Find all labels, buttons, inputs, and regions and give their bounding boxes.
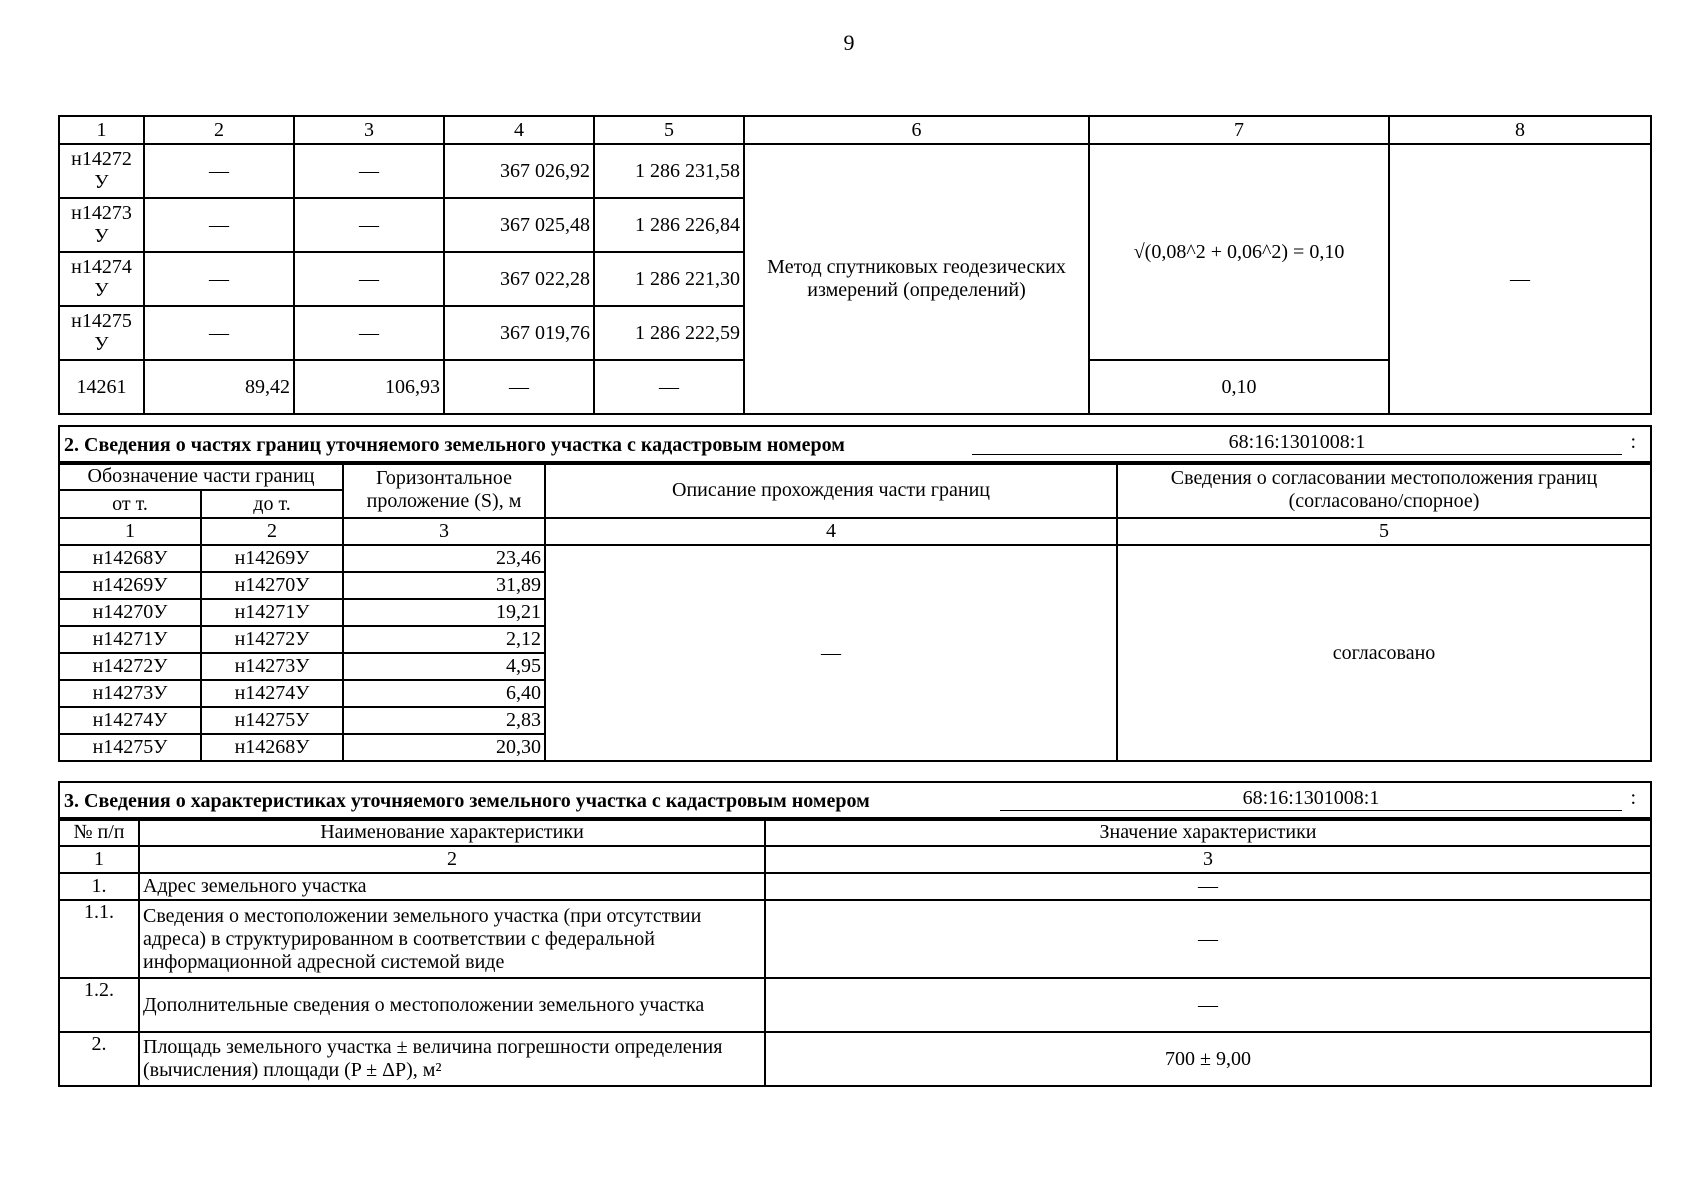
col-number: 1 xyxy=(59,846,139,873)
section3-colon: : xyxy=(1630,787,1636,809)
boundary-parts-table xyxy=(58,425,1652,465)
characteristics-title xyxy=(58,781,1652,821)
cell: — xyxy=(144,306,294,360)
cell: — xyxy=(144,198,294,252)
col-header: 2 xyxy=(144,116,294,144)
length-value: 2,12 xyxy=(343,626,545,653)
row-number: 1.1. xyxy=(59,900,139,978)
section3-title-text: 3. Сведения о характеристиках уточняемого земельного участка с кадастровым номером xyxy=(64,789,870,812)
cell: 367 026,92 xyxy=(444,144,594,198)
cell: — xyxy=(144,252,294,306)
col-number: 2 xyxy=(139,846,765,873)
to-point: н14272У xyxy=(201,626,343,653)
characteristic-name: Дополнительные сведения о местоположении земельного участка xyxy=(139,978,765,1032)
table-row xyxy=(59,900,1651,978)
from-point: н14275У xyxy=(59,734,201,761)
to-point: н14269У xyxy=(201,545,343,572)
from-point: н14271У xyxy=(59,626,201,653)
table-header-row xyxy=(59,818,1651,846)
characteristic-value: — xyxy=(765,900,1651,978)
cell: — xyxy=(144,144,294,198)
cell: 1 286 221,30 xyxy=(594,252,744,306)
col-number-row xyxy=(59,518,1651,545)
table-row xyxy=(59,545,1651,572)
cell: — xyxy=(294,144,444,198)
from-point: н14274У xyxy=(59,707,201,734)
cell: 1 286 231,58 xyxy=(594,144,744,198)
section3-title xyxy=(59,782,1651,820)
cell: — xyxy=(594,360,744,414)
description-value: — xyxy=(545,545,1117,761)
cell: — xyxy=(444,360,594,414)
to-point: н14275У xyxy=(201,707,343,734)
col-number: 5 xyxy=(1117,518,1651,545)
col-header: 8 xyxy=(1389,116,1651,144)
col-number: 1 xyxy=(59,518,201,545)
col-header: 6 xyxy=(744,116,1089,144)
to-point: н14271У xyxy=(201,599,343,626)
row-number: 2. xyxy=(59,1032,139,1086)
length-value: 2,83 xyxy=(343,707,545,734)
from-point: н14268У xyxy=(59,545,201,572)
from-point: н14270У xyxy=(59,599,201,626)
from-point: н14269У xyxy=(59,572,201,599)
to-point: н14274У xyxy=(201,680,343,707)
to-point: н14270У xyxy=(201,572,343,599)
cell: — xyxy=(294,252,444,306)
cell: — xyxy=(294,306,444,360)
value-header: Значение характеристики xyxy=(765,818,1651,846)
section2-cadastral-number: 68:16:1301008:1 xyxy=(972,431,1622,455)
characteristic-name: Адрес земельного участка xyxy=(139,873,765,900)
cell: — xyxy=(294,198,444,252)
length-header: Горизонтальное проложение (S), м xyxy=(343,462,545,518)
cell: 1 286 222,59 xyxy=(594,306,744,360)
col-number-row xyxy=(59,846,1651,873)
col8-cell: — xyxy=(1389,144,1651,414)
length-value: 31,89 xyxy=(343,572,545,599)
cell: 367 022,28 xyxy=(444,252,594,306)
col-header: 1 xyxy=(59,116,144,144)
table-header-row xyxy=(59,462,1651,490)
section2-title xyxy=(59,426,1651,464)
col-number: 4 xyxy=(545,518,1117,545)
coordinates-table xyxy=(58,115,1652,415)
to-point: н14273У xyxy=(201,653,343,680)
length-value: 20,30 xyxy=(343,734,545,761)
agreement-value: согласовано xyxy=(1117,545,1651,761)
cell: 89,42 xyxy=(144,360,294,414)
agreement-header: Сведения о согласовании местоположения границ (согласовано/спорное) xyxy=(1117,462,1651,518)
col-header: 5 xyxy=(594,116,744,144)
characteristic-name: Площадь земельного участка ± величина погрешности определения (вычисления) площади (P ± ΔP), м² xyxy=(139,1032,765,1086)
to-header: до т. xyxy=(201,490,343,518)
characteristic-name: Сведения о местоположении земельного участка (при отсутствии адреса) в структурированном в соответствии с федеральной информационной адресной системой виде xyxy=(139,900,765,978)
part-designation-header: Обозначение части границ xyxy=(59,462,343,490)
cell: 1 286 226,84 xyxy=(594,198,744,252)
cell: 367 025,48 xyxy=(444,198,594,252)
point-id: н14275 У xyxy=(59,306,144,360)
description-header: Описание прохождения части границ xyxy=(545,462,1117,518)
table-row xyxy=(59,873,1651,900)
col-number: 2 xyxy=(201,518,343,545)
section-title-row xyxy=(59,426,1651,464)
boundary-parts-body xyxy=(58,461,1652,762)
section-title-row xyxy=(59,782,1651,820)
table-row xyxy=(59,144,1651,198)
col-number: 3 xyxy=(343,518,545,545)
section2-title-text: 2. Сведения о частях границ уточняемого земельного участка с кадастровым номером xyxy=(64,433,845,456)
point-id: н14273 У xyxy=(59,198,144,252)
section3-cadastral-number: 68:16:1301008:1 xyxy=(1000,787,1622,811)
from-header: от т. xyxy=(59,490,201,518)
point-id: 14261 xyxy=(59,360,144,414)
cell: 106,93 xyxy=(294,360,444,414)
length-value: 19,21 xyxy=(343,599,545,626)
num-header: № п/п xyxy=(59,818,139,846)
col7-last-cell: 0,10 xyxy=(1089,360,1389,414)
col-header: 3 xyxy=(294,116,444,144)
table-header-row xyxy=(59,116,1651,144)
cell: 367 019,76 xyxy=(444,306,594,360)
characteristic-value: — xyxy=(765,873,1651,900)
table-row xyxy=(59,1032,1651,1086)
point-id: н14272 У xyxy=(59,144,144,198)
characteristic-value: 700 ± 9,00 xyxy=(765,1032,1651,1086)
to-point: н14268У xyxy=(201,734,343,761)
method-cell: Метод спутниковых геодезических измерений (определений) xyxy=(744,144,1089,414)
formula-cell: √(0,08^2 + 0,06^2) = 0,10 xyxy=(1089,144,1389,360)
row-number: 1.2. xyxy=(59,978,139,1032)
length-value: 4,95 xyxy=(343,653,545,680)
col-number: 3 xyxy=(765,846,1651,873)
point-id: н14274 У xyxy=(59,252,144,306)
page-number: 9 xyxy=(843,30,855,55)
from-point: н14272У xyxy=(59,653,201,680)
length-value: 23,46 xyxy=(343,545,545,572)
name-header: Наименование характеристики xyxy=(139,818,765,846)
table-row xyxy=(59,978,1651,1032)
characteristic-value: — xyxy=(765,978,1651,1032)
row-number: 1. xyxy=(59,873,139,900)
col-header: 7 xyxy=(1089,116,1389,144)
length-value: 6,40 xyxy=(343,680,545,707)
from-point: н14273У xyxy=(59,680,201,707)
col-header: 4 xyxy=(444,116,594,144)
section2-colon: : xyxy=(1630,431,1637,453)
characteristics-table xyxy=(58,817,1652,1087)
